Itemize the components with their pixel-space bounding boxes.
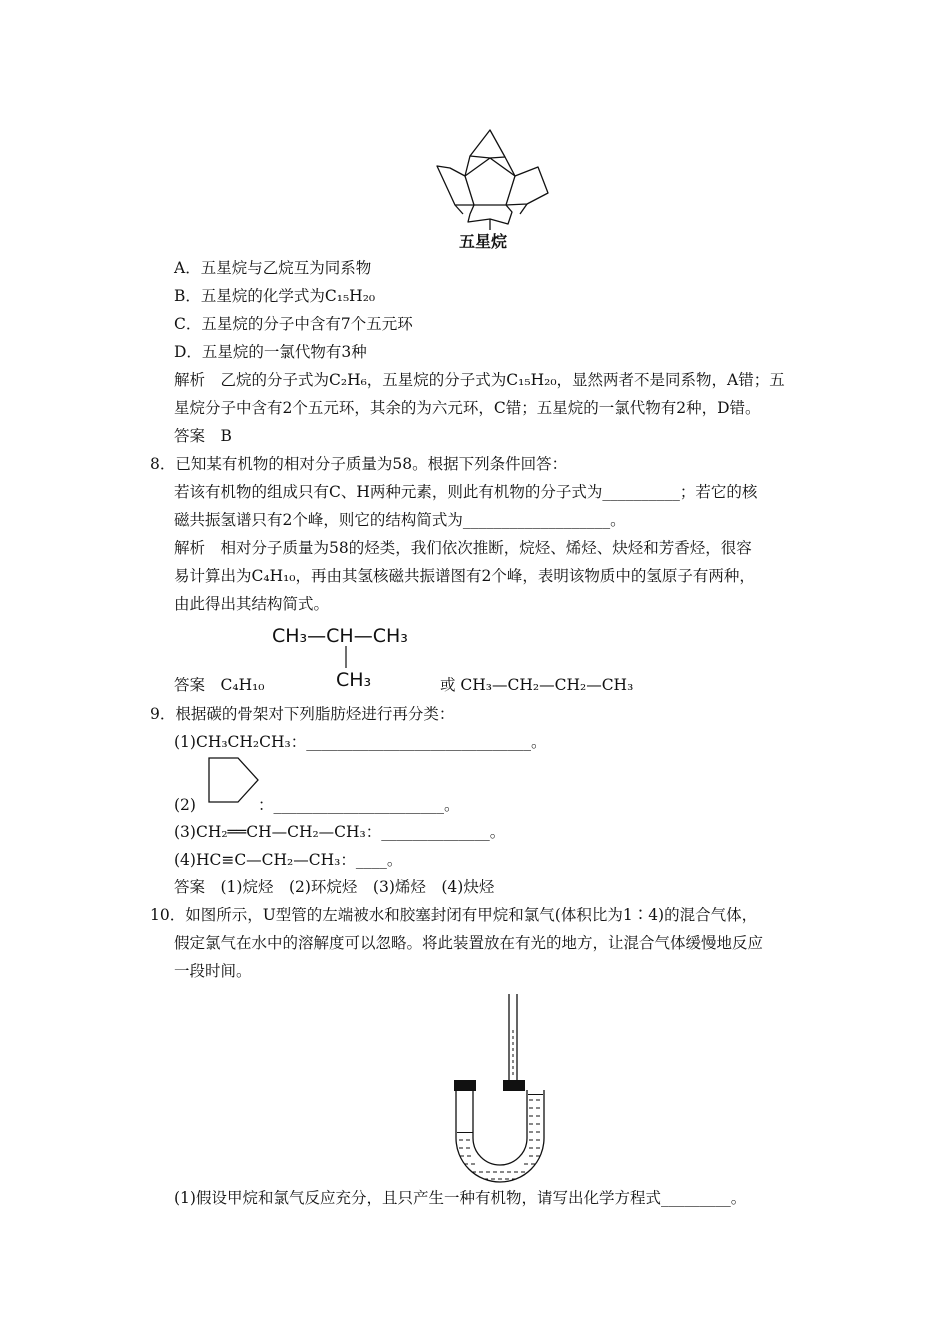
q7-answer: 答案 B [174, 427, 232, 445]
option-a: A．五星烷与乙烷互为同系物 [174, 259, 372, 277]
u-tube-apparatus [440, 990, 580, 1190]
option-d: D．五星烷的一氯代物有3种 [174, 343, 367, 361]
q8-answer: 答案 C₄H₁₀ [174, 676, 265, 694]
q10-sub-1: (1)假设甲烷和氯气反应充分，且只产生一种有机物，请写出化学方程式_________。 [174, 1189, 747, 1207]
isobutane-branch: CH₃ [336, 669, 372, 691]
q8-stem: 8．已知某有机物的相对分子质量为58。根据下列条件回答： [150, 455, 568, 473]
q7-analysis-line-1: 解析 乙烷的分子式为C₂H₆，五星烷的分子式为C₁₅H₂₀，显然两者不是同系物，A错；五 [174, 371, 785, 389]
q9-answer: 答案 (1)烷烃 (2)环烷烃 (3)烯烃 (4)炔烃 [174, 878, 495, 896]
option-b: B．五星烷的化学式为C₁₅H₂₀ [174, 287, 376, 305]
q9-item-1: (1)CH₃CH₂CH₃：_____________________________。 [174, 733, 547, 751]
q9-item-4: (4)HC≡C—CH₂—CH₃：____。 [174, 851, 403, 869]
q8-line-2: 磁共振氢谱只有2个峰，则它的结构简式为___________________。 [174, 511, 626, 529]
q8-analysis-line-1: 解析 相对分子质量为58的烃类，我们依次推断，烷烃、烯烃、炔烃和芳香烃，很容 [174, 539, 752, 557]
q9-stem: 9．根据碳的骨架对下列脂肪烃进行再分类： [150, 705, 455, 723]
q9-item-3: (3)CH₂══CH—CH₂—CH₃：______________。 [174, 823, 506, 841]
q8-analysis-line-3: 由此得出其结构简式。 [174, 595, 330, 613]
q10-stem-line-3: 一段时间。 [174, 962, 252, 980]
q10-stem-line-2: 假定氯气在水中的溶解度可以忽略。将此装置放在有光的地方，让混合气体缓慢地反应 [174, 934, 764, 952]
q9-item-2-label: (2) [174, 796, 196, 814]
q8-line-1: 若该有机物的组成只有C、H两种元素，则此有机物的分子式为__________；若它的核 [174, 483, 758, 501]
pentastarane-structure [0, 0, 950, 240]
figure-caption: 五星烷 [459, 232, 508, 251]
q9-item-2-tail: ：______________________。 [258, 796, 460, 814]
isobutane-main-chain: CH₃—CH—CH₃ [272, 625, 408, 647]
q8-analysis-line-2: 易计算出为C₄H₁₀，再由其氢核磁共振谱图有2个峰，表明该物质中的氢原子有两种， [174, 567, 755, 585]
q10-stem-line-1: 10．如图所示，U型管的左端被水和胶塞封闭有甲烷和氯气(体积比为1∶4)的混合气体， [150, 906, 758, 924]
q7-analysis-line-2: 星烷分子中含有2个五元环，其余的为六元环，C错；五星烷的一氯代物有2种，D错。 [174, 399, 761, 417]
q8-answer-alt: 或 CH₃—CH₂—CH₂—CH₃ [440, 676, 634, 694]
cyclopentane-structure [206, 756, 266, 812]
option-c: C．五星烷的分子中含有7个五元环 [174, 315, 413, 333]
